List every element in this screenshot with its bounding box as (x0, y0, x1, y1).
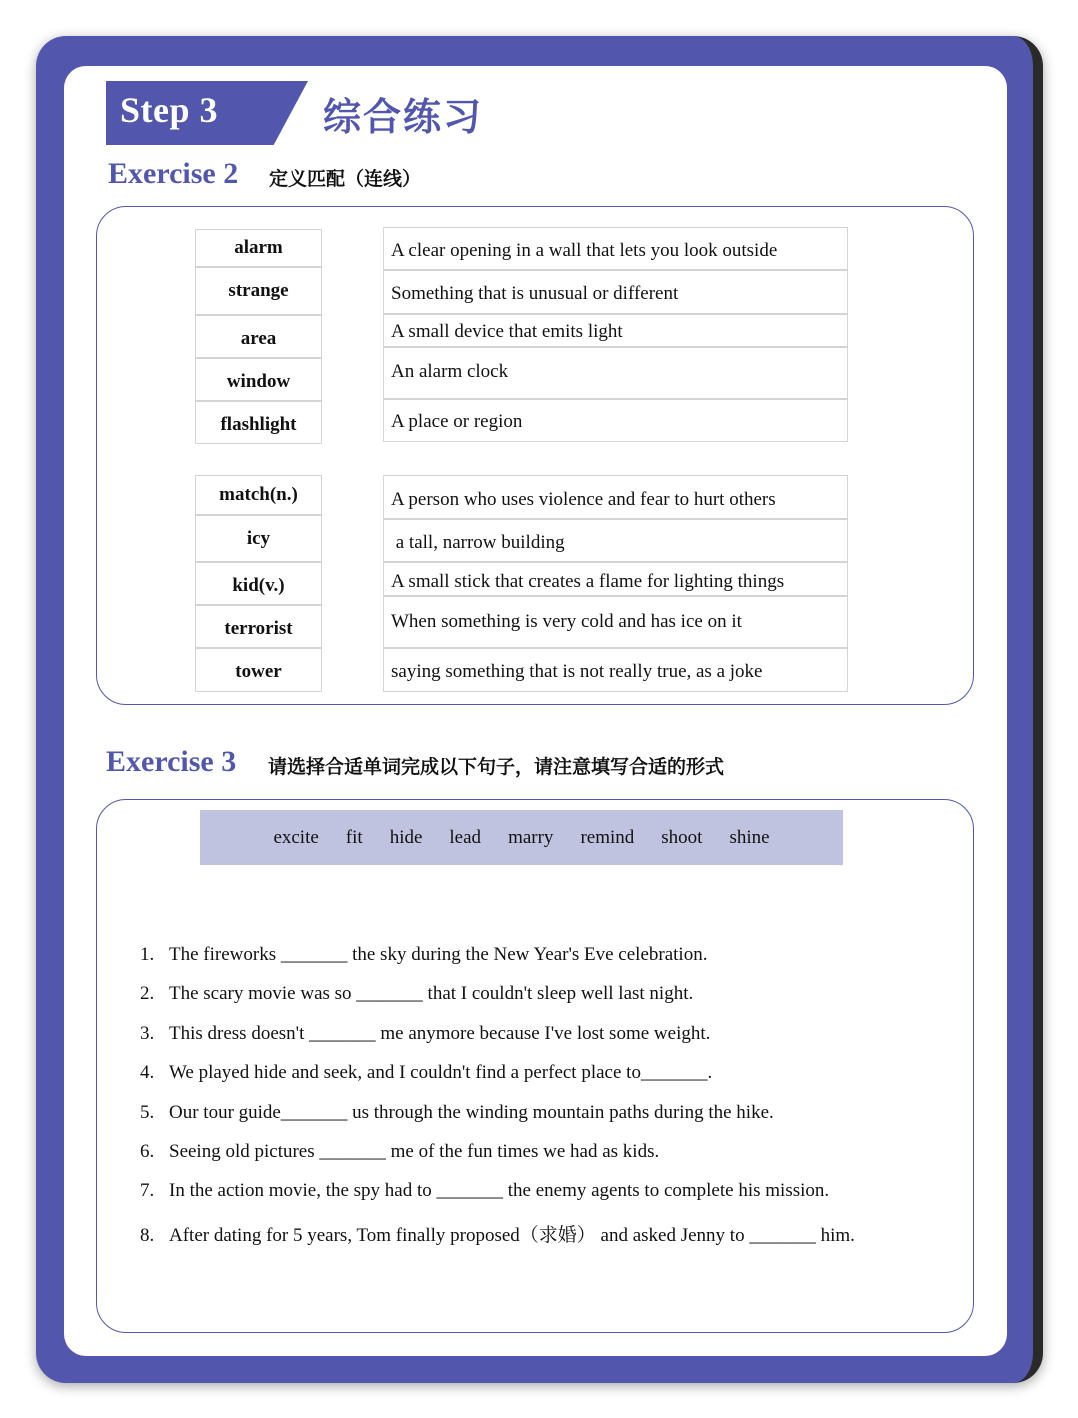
question-text[interactable]: The fireworks _______ the sky during the New Year's Eve celebration. (169, 944, 708, 965)
definition-cell[interactable]: Something that is unusual or different (383, 270, 848, 314)
definition-cell[interactable]: When something is very cold and has ice on it (383, 596, 848, 648)
question-item (140, 1023, 710, 1045)
definition-cell[interactable]: saying something that is not really true, as a joke (383, 648, 848, 692)
question-number: 7. (140, 1180, 155, 1201)
question-item (140, 1102, 774, 1124)
definition-cell[interactable]: A person who uses violence and fear to hurt others (383, 475, 848, 519)
word-bank-item: lead (449, 826, 482, 848)
word-cell[interactable]: window (195, 358, 322, 401)
word-bank-item: fit (345, 826, 363, 848)
question-item (140, 1220, 855, 1247)
question-text[interactable]: We played hide and seek, and I couldn't find a perfect place to_______. (169, 1062, 713, 1083)
word-cell[interactable]: match(n.) (195, 475, 322, 515)
word-cell[interactable]: terrorist (195, 605, 322, 648)
exercise-2-title: Exercise 2 (108, 157, 239, 190)
word-cell[interactable]: area (195, 315, 322, 358)
question-text[interactable]: This dress doesn't _______ me anymore because I've lost some weight. (169, 1023, 711, 1044)
definition-cell[interactable]: A place or region (383, 399, 848, 442)
question-item (140, 944, 707, 966)
exercise-2-subtitle: 定义匹配（连线） (269, 168, 422, 190)
question-number: 5. (140, 1102, 155, 1123)
step-label: Step 3 (120, 90, 219, 130)
word-cell[interactable]: alarm (195, 229, 322, 267)
question-text[interactable]: After dating for 5 years, Tom finally proposed（求婚） and asked Jenny to _______ him. (169, 1225, 855, 1246)
word-bank-item: excite (273, 826, 319, 848)
word-bank-item: shine (729, 826, 770, 848)
question-item (140, 983, 693, 1005)
question-text[interactable]: Seeing old pictures _______ me of the fun times we had as kids. (169, 1141, 660, 1162)
definition-cell[interactable]: An alarm clock (383, 347, 848, 399)
page-title: 综合练习 (323, 95, 484, 139)
question-number: 2. (140, 983, 155, 1004)
question-item (140, 1180, 829, 1202)
word-bank (200, 810, 843, 865)
question-text[interactable]: Our tour guide_______ us through the winding mountain paths during the hike. (169, 1102, 774, 1123)
word-cell[interactable]: tower (195, 648, 322, 692)
word-bank-item: hide (389, 826, 423, 848)
word-cell[interactable]: strange (195, 267, 322, 315)
question-number: 6. (140, 1141, 155, 1162)
question-text[interactable]: The scary movie was so _______ that I couldn't sleep well last night. (169, 983, 694, 1004)
word-cell[interactable]: icy (195, 515, 322, 562)
question-number: 1. (140, 944, 155, 965)
word-bank-item: marry (508, 826, 554, 848)
question-number: 8. (140, 1225, 155, 1246)
question-item (140, 1141, 659, 1163)
definition-cell[interactable]: A clear opening in a wall that lets you look outside (383, 227, 848, 270)
word-cell[interactable]: kid(v.) (195, 562, 322, 605)
question-number: 3. (140, 1023, 155, 1044)
question-text[interactable]: In the action movie, the spy had to _______ the enemy agents to complete his mission. (169, 1180, 830, 1201)
word-bank-item: shoot (661, 826, 703, 848)
definition-cell[interactable]: a tall, narrow building (383, 519, 848, 562)
exercise-3-title: Exercise 3 (106, 745, 237, 778)
definition-cell[interactable]: A small device that emits light (383, 314, 848, 347)
word-bank-item: remind (580, 826, 635, 848)
question-item (140, 1062, 712, 1084)
definition-cell[interactable]: A small stick that creates a flame for lighting things (383, 562, 848, 596)
exercise-3-subtitle: 请选择合适单词完成以下句子，请注意填写合适的形式 (268, 756, 725, 778)
question-number: 4. (140, 1062, 155, 1083)
word-cell[interactable]: flashlight (195, 401, 322, 444)
